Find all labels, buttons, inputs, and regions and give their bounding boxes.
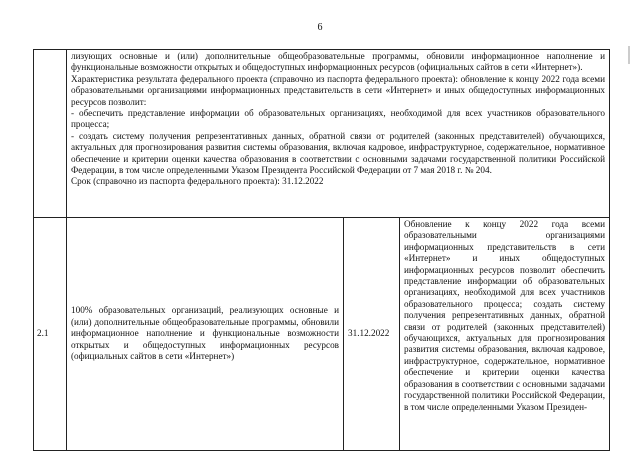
deadline-cell: 31.12.2022 <box>344 218 400 451</box>
table-row-2-1 <box>34 218 610 451</box>
result-cell: 100% образовательных организаций, реализующих основные и (или) дополнительные общеобразовательные программы, обновили информационное наполнение и функциональные возможности открытых и общедоступных информационных ресурсов (официальных сайтов в сети «Интернет») <box>67 218 344 451</box>
scan-artifact <box>628 46 630 64</box>
page-number: 6 <box>317 22 323 33</box>
description-paragraph: лизующих основные и (или) дополнительные общеобразовательные программы, обновили информационное наполнение и функциональные возможности открытых и общедоступных информационных ресурсов (официальных сайтов в сети «Интернет»). <box>71 51 605 73</box>
description-paragraph: - создать систему получения репрезентативных данных, обратной связи от родителей (законных представителей) обучающихся, актуальных для прогнозирования развития системы образования, включая кадровое, инфраструктурное, содержательное, нормативное обеспечение и критерии оценки качества образования в соответствии с основными задачами государственной политики Российской Федерации, в том числе определенными Указом Президента Российской Федерации от 7 мая 2018 г. № 204. <box>71 130 605 176</box>
description-paragraph: Характеристика результата федерального проекта (справочно из паспорта федерального проекта): обновление к концу 2022 года всеми образовательными организациями информационных представительств в сети «Интернет» и иных общедоступных информационных ресурсов позволит: <box>71 73 605 107</box>
number-cell-empty <box>34 50 67 218</box>
description-paragraph: - обеспечить представление информации об образовательных организациях, необходимой для всех участников образовательного процесса; <box>71 108 605 130</box>
project-description-cell <box>67 50 610 218</box>
row-number: 2.1 <box>34 218 67 451</box>
deadline-paragraph: Срок (справочно из паспорта федерального проекта): 31.12.2022 <box>71 176 324 187</box>
result-description-cell: Обновление к концу 2022 года всеми образовательными организациями информационных представительств в сети «Интернет» и иных общедоступных информационных ресурсов позволит обеспечить представление информации об образовательных организациях, необходимой для всех участников образовательного процесса; создать систему получения репрезентативных данных, обратной связи от родителей (законных представителей) обучающихся, актуальных для прогнозирования развития системы образования, включая кадровое, инфраструктурное, содержательное, нормативное обеспечение и критерии оценки качества образования в соответствии с основными задачами государственной политики Российской Федерации, в том числе определенными Указом Президен- <box>400 218 610 451</box>
table-row-continuation <box>34 50 610 218</box>
results-table <box>33 49 610 451</box>
